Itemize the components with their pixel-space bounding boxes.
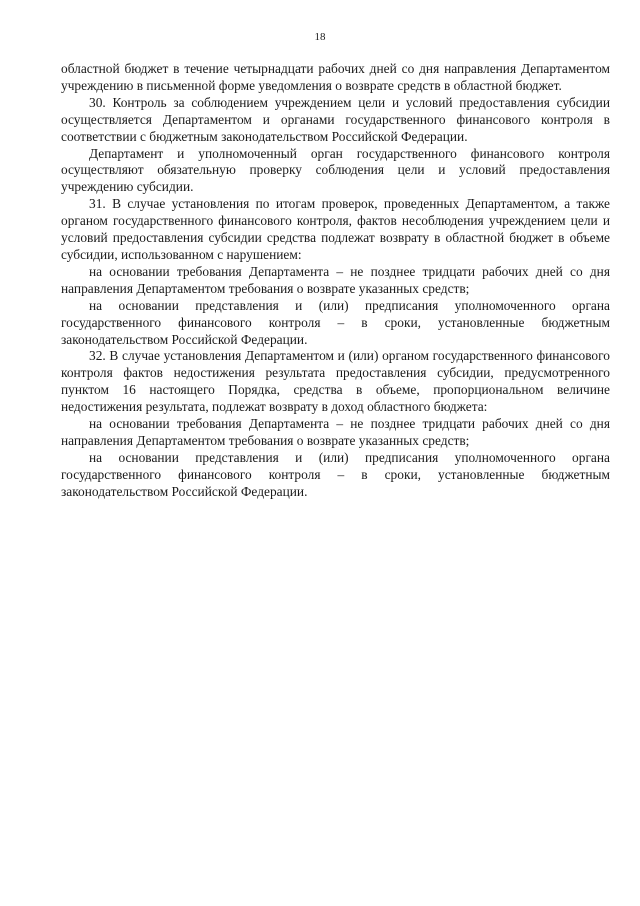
paragraph-continuation: областной бюджет в течение четырнадцати рабочих дней со дня направления Департаментом учреждению в письменной форме уведомления о возврате средств в областной бюджет. <box>61 61 610 93</box>
paragraph-item-31: 31. В случае установления по итогам проверок, проведенных Департаментом, а также органом государственного финансового контроля, фактов несоблюдения учреждением цели и условий предоставления субсидии средства подлежат возврату в областной бюджет в объеме субсидии, использованном с нарушением: <box>61 196 610 262</box>
paragraph-item-30: 30. Контроль за соблюдением учреждением цели и условий предоставления субсидии осуществляется Департаментом и органами государственного финансового контроля в соответствии с бюджетным законодательством Российской Федерации. <box>61 94 610 144</box>
paragraph-item-32: 32. В случае установления Департаментом и (или) органом государственного финансового контроля фактов недостижения результата предоставления субсидии, предусмотренного пунктом 16 настоящего Порядка, средства в объеме, пропорциональном величине недостижения результата, подлежат возврату в доход областного бюджета: <box>61 348 610 415</box>
page-number: 18 <box>314 31 326 43</box>
paragraph-item-32-requirement: на основании требования Департамента – не позднее тридцати рабочих дней со дня направления Департаментом требования о возврате указанных средств; <box>61 416 610 448</box>
paragraph-item-32-prescription: на основании представления и (или) предписания уполномоченного органа государственного финансового контроля – в сроки, установленные бюджетным законодательством Российской Федерации. <box>61 449 610 499</box>
document-body <box>61 61 610 501</box>
paragraph-mandatory-check: Департамент и уполномоченный орган государственного финансового контроля осуществляют обязательную проверку соблюдения цели и условий предоставления учреждению субсидии. <box>61 145 610 195</box>
paragraph-item-31-requirement: на основании требования Департамента – не позднее тридцати рабочих дней со дня направления Департаментом требования о возврате указанных средств; <box>61 263 610 296</box>
paragraph-item-31-prescription: на основании представления и (или) предписания уполномоченного органа государственного финансового контроля – в сроки, установленные бюджетным законодательством Российской Федерации. <box>61 297 610 347</box>
